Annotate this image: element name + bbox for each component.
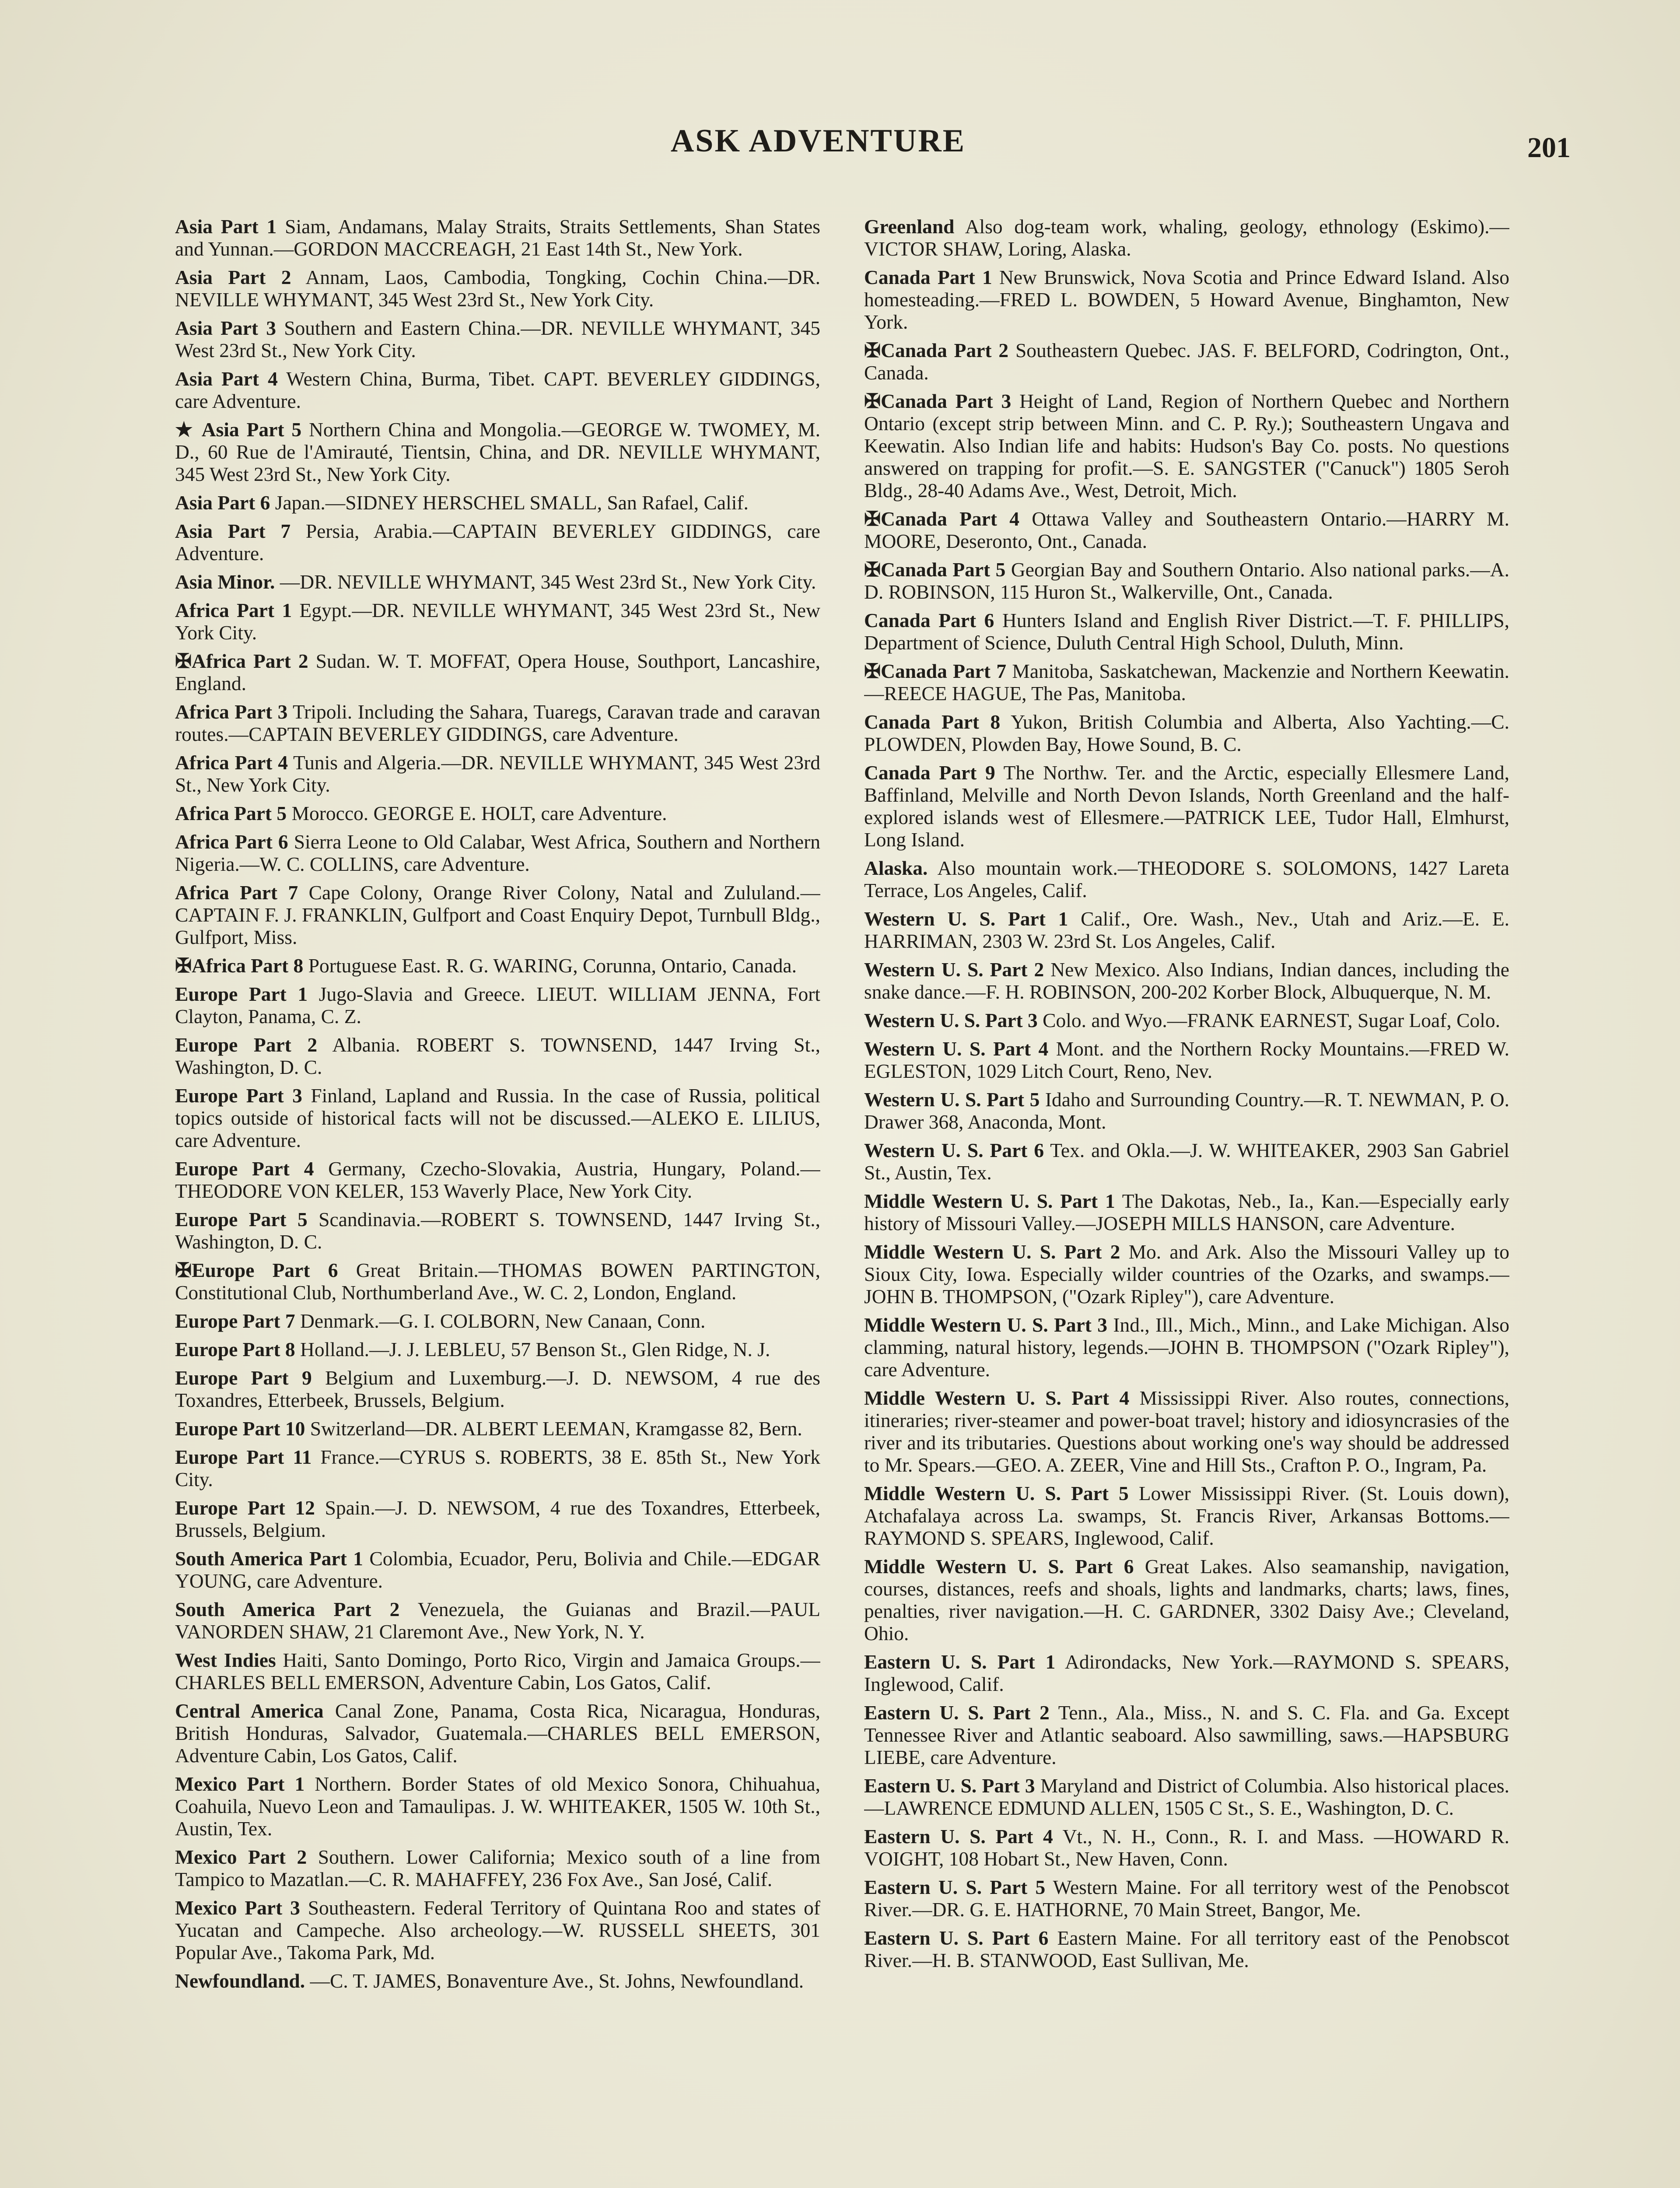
directory-entry: [175, 1446, 820, 1490]
region-label: Europe Part 9: [175, 1367, 312, 1389]
region-label: Africa Part 4: [175, 751, 288, 774]
entry-text: Egypt.—DR. NEVILLE WHYMANT, 345 West 23rd St., New York City.: [175, 599, 820, 644]
directory-entry: [864, 1314, 1509, 1381]
entry-text: Hunters Island and English River District.—T. F. PHILLIPS, Department of Science, Duluth Central High School, Duluth, Minn.: [864, 609, 1509, 654]
region-label: Africa Part 7: [175, 881, 298, 904]
region-label: ✠Canada Part 2: [864, 339, 1009, 361]
directory-entry: [175, 520, 820, 565]
entry-text: Holland.—J. J. LEBLEU, 57 Benson St., Glen Ridge, N. J.: [300, 1338, 770, 1360]
region-label: Africa Part 3: [175, 701, 288, 723]
region-label: Europe Part 12: [175, 1497, 315, 1519]
entry-text: Height of Land, Region of Northern Quebec and Northern Ontario (except strip between Minn. and C. P. Ry.); Southeastern Ungava and Keewatin. Also Indian life and habits: Hudson's Bay Co. posts. No questions answered on trapping for profit.—S. E. SANGSTER ("Canuck") 1805 Seroh Bldg., 28-40 Adams Ave., West, Detroit, Mich.: [864, 390, 1509, 501]
entry-text: Finland, Lapland and Russia. In the case of Russia, political topics outside of historical facts will not be discussed.—ALEKO E. LILIUS, care Adventure.: [175, 1084, 820, 1151]
entry-text: Vt., N. H., Conn., R. I. and Mass. —HOWARD R. VOIGHT, 108 Hobart St., New Haven, Conn.: [864, 1825, 1509, 1870]
directory-entry: [175, 802, 820, 824]
entry-text: Also dog-team work, whaling, geology, ethnology (Eskimo).—VICTOR SHAW, Loring, Alaska.: [864, 215, 1509, 260]
page-number: 201: [1527, 132, 1571, 164]
region-label: Africa Part 5: [175, 802, 287, 824]
region-label: Eastern U. S. Part 5: [864, 1876, 1046, 1898]
directory-entry: [175, 831, 820, 875]
region-label: Mexico Part 2: [175, 1846, 307, 1868]
directory-entry: [864, 558, 1509, 603]
directory-entry: [175, 1034, 820, 1078]
entry-text: Idaho and Surrounding Country.—R. T. NEWMAN, P. O. Drawer 368, Anaconda, Mont.: [864, 1088, 1509, 1133]
directory-entry: [864, 1139, 1509, 1184]
entry-text: Morocco. GEORGE E. HOLT, care Adventure.: [291, 802, 667, 824]
entry-text: Tripoli. Including the Sahara, Tuaregs, Caravan trade and caravan routes.—CAPTAIN BEVERLEY GIDDINGS, care Adventure.: [175, 701, 820, 745]
entry-text: Japan.—SIDNEY HERSCHEL SMALL, San Rafael, Calif.: [275, 491, 749, 514]
directory-entry: [175, 1897, 820, 1964]
directory-entry: [864, 1927, 1509, 1971]
region-label: Middle Western U. S. Part 4: [864, 1387, 1130, 1409]
region-label: Eastern U. S. Part 2: [864, 1701, 1050, 1724]
entry-text: —DR. NEVILLE WHYMANT, 345 West 23rd St., New York City.: [280, 571, 816, 593]
directory-entry: [175, 571, 820, 593]
entry-text: Jugo-Slavia and Greece. LIEUT. WILLIAM JENNA, Fort Clayton, Panama, C. Z.: [175, 983, 820, 1027]
entry-text: New Mexico. Also Indians, Indian dances, including the snake dance.—F. H. ROBINSON, 200-202 Korber Block, Albuquerque, N. M.: [864, 958, 1509, 1003]
region-label: Asia Part 1: [175, 215, 277, 238]
region-label: Eastern U. S. Part 4: [864, 1825, 1053, 1848]
entry-text: Also mountain work.—THEODORE S. SOLOMONS, 1427 Lareta Terrace, Los Angeles, Calif.: [864, 857, 1509, 901]
directory-entry: [175, 1157, 820, 1202]
entry-text: Georgian Bay and Southern Ontario. Also national parks.—A. D. ROBINSON, 115 Huron St., Walkerville, Ont., Canada.: [864, 558, 1509, 603]
entry-text: Mississippi River. Also routes, connections, itineraries; river-steamer and power-boat travel; history and idiosyncrasies of the river and its tributaries. Questions about working one's way should be addressed to Mr. Spears.—GEO. A. ZEER, Vine and Hill Sts., Crafton P. O., Ingram, Pa.: [864, 1387, 1509, 1476]
region-label: Africa Part 6: [175, 831, 288, 853]
entry-text: Venezuela, the Guianas and Brazil.—PAUL VANORDEN SHAW, 21 Claremont Ave., New York, N. Y.: [175, 1598, 820, 1643]
directory-entry: [864, 1701, 1509, 1768]
directory-entry: [864, 390, 1509, 501]
region-label: ✠Africa Part 2: [175, 650, 308, 672]
directory-entry: [175, 599, 820, 644]
region-label: Europe Part 10: [175, 1417, 305, 1440]
region-label: Europe Part 8: [175, 1338, 295, 1360]
directory-entry: [864, 609, 1509, 654]
region-label: Middle Western U. S. Part 2: [864, 1241, 1120, 1263]
directory-entry: [864, 1876, 1509, 1921]
entry-text: Southern. Lower California; Mexico south of a line from Tampico to Mazatlan.—C. R. MAHAFFEY, 236 Fox Ave., San José, Calif.: [175, 1846, 820, 1890]
region-label: ✠Canada Part 3: [864, 390, 1012, 412]
directory-entry: [864, 1482, 1509, 1549]
directory-entry: [864, 1387, 1509, 1476]
entry-text: Eastern Maine. For all territory east of the Penobscot River.—H. B. STANWOOD, East Sullivan, Me.: [864, 1927, 1509, 1971]
region-label: Canada Part 8: [864, 711, 1001, 733]
region-label: Mexico Part 1: [175, 1773, 305, 1795]
entry-text: Maryland and District of Columbia. Also historical places.—LAWRENCE EDMUND ALLEN, 1505 C St., S. E., Washington, D. C.: [864, 1774, 1509, 1819]
directory-entry: [175, 1310, 820, 1332]
region-label: Asia Minor.: [175, 571, 275, 593]
directory-entry: [864, 711, 1509, 755]
entry-text: Western China, Burma, Tibet. CAPT. BEVERLEY GIDDINGS, care Adventure.: [175, 368, 820, 412]
entry-text: Adirondacks, New York.—RAYMOND S. SPEARS, Inglewood, Calif.: [864, 1651, 1509, 1695]
directory-entry: [864, 1009, 1509, 1031]
directory-entry: [175, 266, 820, 311]
entry-text: Northern. Border States of old Mexico Sonora, Chihuahua, Coahuila, Nuevo Leon and Tamaulipas. J. W. WHITEAKER, 1505 W. 10th St., Austin, Tex.: [175, 1773, 820, 1840]
directory-entry: [175, 650, 820, 694]
entry-text: Colombia, Ecuador, Peru, Bolivia and Chile.—EDGAR YOUNG, care Adventure.: [175, 1547, 820, 1592]
region-label: Asia Part 3: [175, 317, 276, 339]
entry-text: Lower Mississippi River. (St. Louis down), Atchafalaya across La. swamps, St. Francis River, Arkansas Bottoms.—RAYMOND S. SPEARS, Inglewood, Calif.: [864, 1482, 1509, 1549]
directory-entry: [175, 418, 820, 485]
entry-text: Tenn., Ala., Miss., N. and S. C. Fla. and Ga. Except Tennessee River and Atlantic seaboard. Also sawmilling, saws.—HAPSBURG LIEBE, care Adventure.: [864, 1701, 1509, 1768]
region-label: Western U. S. Part 6: [864, 1139, 1044, 1161]
directory-entry: [175, 215, 820, 260]
directory-entry: [864, 1651, 1509, 1695]
region-label: Western U. S. Part 5: [864, 1088, 1040, 1111]
region-label: Western U. S. Part 2: [864, 958, 1044, 981]
region-label: Canada Part 1: [864, 266, 992, 288]
region-label: Mexico Part 3: [175, 1897, 300, 1919]
region-label: Middle Western U. S. Part 6: [864, 1555, 1134, 1578]
right-column: [864, 215, 1509, 2188]
region-label: Greenland: [864, 215, 955, 238]
region-label: Alaska.: [864, 857, 928, 879]
region-label: Europe Part 1: [175, 983, 308, 1005]
region-label: Eastern U. S. Part 1: [864, 1651, 1056, 1673]
directory-entry: [864, 908, 1509, 952]
directory-entry: [175, 368, 820, 412]
directory-entry: [864, 1038, 1509, 1082]
entry-text: Scandinavia.—ROBERT S. TOWNSEND, 1447 Irving St., Washington, D. C.: [175, 1208, 820, 1253]
entry-text: France.—CYRUS S. ROBERTS, 38 E. 85th St., New York City.: [175, 1446, 820, 1490]
entry-text: Germany, Czecho-Slovakia, Austria, Hungary, Poland.—THEODORE VON KELER, 153 Waverly Place, New York City.: [175, 1157, 820, 1202]
entry-text: New Brunswick, Nova Scotia and Prince Edward Island. Also homesteading.—FRED L. BOWDEN, 5 Howard Avenue, Binghamton, New York.: [864, 266, 1509, 333]
directory-entry: [175, 751, 820, 796]
region-label: Western U. S. Part 4: [864, 1038, 1049, 1060]
region-label: Central America: [175, 1700, 324, 1722]
directory-entry: [864, 1774, 1509, 1819]
entry-text: Southeastern. Federal Territory of Quintana Roo and states of Yucatan and Campeche. Also archeology.—W. RUSSELL SHEETS, 301 Popular Ave., Takoma Park, Md.: [175, 1897, 820, 1964]
region-label: ★ Asia Part 5: [175, 418, 302, 441]
region-label: Middle Western U. S. Part 1: [864, 1190, 1115, 1212]
directory-entry: [864, 958, 1509, 1003]
entry-text: Mont. and the Northern Rocky Mountains.—FRED W. EGLESTON, 1029 Litch Court, Reno, Nev.: [864, 1038, 1509, 1082]
entry-text: Calif., Ore. Wash., Nev., Utah and Ariz.—E. E. HARRIMAN, 2303 W. 23rd St. Los Angeles, Calif.: [864, 908, 1509, 952]
entry-text: Colo. and Wyo.—FRANK EARNEST, Sugar Loaf, Colo.: [1043, 1009, 1501, 1031]
region-label: Europe Part 4: [175, 1157, 314, 1180]
entry-text: Northern China and Mongolia.—GEORGE W. TWOMEY, M. D., 60 Rue de l'Amirauté, Tientsin, China, and DR. NEVILLE WHYMANT, 345 West 23rd St., New York City.: [175, 418, 820, 485]
directory-entry: [175, 1338, 820, 1360]
left-column: [175, 215, 820, 2188]
directory-entry: [864, 339, 1509, 384]
entry-text: Persia, Arabia.—CAPTAIN BEVERLEY GIDDINGS, care Adventure.: [175, 520, 820, 565]
entry-text: Belgium and Luxemburg.—J. D. NEWSOM, 4 rue des Toxandres, Etterbeek, Brussels, Belgium.: [175, 1367, 820, 1411]
entry-text: Tex. and Okla.—J. W. WHITEAKER, 2903 San Gabriel St., Austin, Tex.: [864, 1139, 1509, 1184]
directory-entry: [175, 1208, 820, 1253]
region-label: Western U. S. Part 1: [864, 908, 1068, 930]
region-label: Africa Part 1: [175, 599, 292, 621]
directory-entry: [175, 1547, 820, 1592]
directory-entry: [864, 215, 1509, 260]
entry-text: Tunis and Algeria.—DR. NEVILLE WHYMANT, 345 West 23rd St., New York City.: [175, 751, 820, 796]
entry-text: Sudan. W. T. MOFFAT, Opera House, Southport, Lancashire, England.: [175, 650, 820, 694]
entry-text: Manitoba, Saskatchewan, Mackenzie and Northern Keewatin.—REECE HAGUE, The Pas, Manitoba.: [864, 660, 1509, 705]
directory-entry: [864, 1190, 1509, 1234]
region-label: Canada Part 9: [864, 761, 995, 784]
directory-entry: [175, 1598, 820, 1643]
entry-text: Spain.—J. D. NEWSOM, 4 rue des Toxandres, Etterbeek, Brussels, Belgium.: [175, 1497, 820, 1541]
directory-entry: [864, 1825, 1509, 1870]
directory-entry: [175, 317, 820, 361]
entry-text: Albania. ROBERT S. TOWNSEND, 1447 Irving St., Washington, D. C.: [175, 1034, 820, 1078]
entry-text: The Dakotas, Neb., Ia., Kan.—Especially early history of Missouri Valley.—JOSEPH MILLS HANSON, care Adventure.: [864, 1190, 1509, 1234]
entry-text: Annam, Laos, Cambodia, Tongking, Cochin China.—DR. NEVILLE WHYMANT, 345 West 23rd St., New York City.: [175, 266, 820, 311]
region-label: West Indies: [175, 1649, 276, 1671]
region-label: ✠Canada Part 5: [864, 558, 1006, 581]
entry-text: Southern and Eastern China.—DR. NEVILLE WHYMANT, 345 West 23rd St., New York City.: [175, 317, 820, 361]
directory-entry: [175, 1773, 820, 1840]
region-label: Eastern U. S. Part 3: [864, 1774, 1035, 1797]
region-label: Newfoundland.: [175, 1970, 305, 1992]
directory-entry: [175, 1970, 820, 1992]
directory-entry: [864, 508, 1509, 552]
entry-text: Portuguese East. R. G. WARING, Corunna, Ontario, Canada.: [308, 954, 797, 977]
region-label: Middle Western U. S. Part 5: [864, 1482, 1129, 1504]
entry-text: Great Lakes. Also seamanship, navigation, courses, distances, reefs and shoals, lights and landmarks, charts; laws, fines, penalties, river navigation.—H. C. GARDNER, 3302 Daisy Ave.; Cleveland, Ohio.: [864, 1555, 1509, 1645]
directory-entry: [175, 1846, 820, 1890]
directory-entry: [864, 1555, 1509, 1645]
entry-text: Cape Colony, Orange River Colony, Natal and Zululand.—CAPTAIN F. J. FRANKLIN, Gulfport and Coast Enquiry Depot, Turnbull Bldg., Gulfport, Miss.: [175, 881, 820, 948]
entry-text: Haiti, Santo Domingo, Porto Rico, Virgin and Jamaica Groups.—CHARLES BELL EMERSON, Adventure Cabin, Los Gatos, Calif.: [175, 1649, 820, 1694]
entry-text: Yukon, British Columbia and Alberta, Also Yachting.—C. PLOWDEN, Plowden Bay, Howe Sound, B. C.: [864, 711, 1509, 755]
region-label: ✠Africa Part 8: [175, 954, 304, 977]
directory-entry: [175, 701, 820, 745]
directory-entry: [175, 1417, 820, 1440]
entry-text: Denmark.—G. I. COLBORN, New Canaan, Conn.: [300, 1310, 706, 1332]
entry-text: Siam, Andamans, Malay Straits, Straits Settlements, Shan States and Yunnan.—GORDON MACCREAGH, 21 East 14th St., New York.: [175, 215, 820, 260]
region-label: Western U. S. Part 3: [864, 1009, 1038, 1031]
entry-text: Switzerland—DR. ALBERT LEEMAN, Kramgasse 82, Bern.: [310, 1417, 802, 1440]
region-label: South America Part 1: [175, 1547, 363, 1570]
directory-entry: [175, 1649, 820, 1694]
directory-entry: [175, 881, 820, 948]
region-label: Europe Part 2: [175, 1034, 318, 1056]
region-label: Asia Part 7: [175, 520, 291, 542]
directory-entry: [864, 1088, 1509, 1133]
entry-text: Canal Zone, Panama, Costa Rica, Nicaragua, Honduras, British Honduras, Salvador, Guatemala.—CHARLES BELL EMERSON, Adventure Cabin, Los Gatos, Calif.: [175, 1700, 820, 1767]
directory-entry: [175, 1497, 820, 1541]
region-label: Eastern U. S. Part 6: [864, 1927, 1049, 1949]
entry-text: The Northw. Ter. and the Arctic, especially Ellesmere Land, Baffinland, Melville and North Devon Islands, North Greenland and the half-explored islands west of Ellesmere.—PATRICK LEE, Tudor Hall, Elmhurst, Long Island.: [864, 761, 1509, 851]
region-label: Europe Part 7: [175, 1310, 295, 1332]
directory-entry: [175, 983, 820, 1027]
entry-text: —C. T. JAMES, Bonaventure Ave., St. Johns, Newfoundland.: [310, 1970, 804, 1992]
region-label: Middle Western U. S. Part 3: [864, 1314, 1108, 1336]
entry-text: Ottawa Valley and Southeastern Ontario.—HARRY M. MOORE, Deseronto, Ont., Canada.: [864, 508, 1509, 552]
directory-entry: [864, 857, 1509, 901]
entry-text: Great Britain.—THOMAS BOWEN PARTINGTON, Constitutional Club, Northumberland Ave., W. C. 2, London, England.: [175, 1259, 820, 1304]
entry-text: Mo. and Ark. Also the Missouri Valley up to Sioux City, Iowa. Especially wilder countries of the Ozarks, and swamps.—JOHN B. THOMPSON, ("Ozark Ripley"), care Adventure.: [864, 1241, 1509, 1308]
entry-text: Ind., Ill., Mich., Minn., and Lake Michigan. Also clamming, natural history, legends.—JOHN B. THOMPSON ("Ozark Ripley"), care Adventure.: [864, 1314, 1509, 1381]
entry-text: Southeastern Quebec. JAS. F. BELFORD, Codrington, Ont., Canada.: [864, 339, 1509, 384]
region-label: ✠Europe Part 6: [175, 1259, 338, 1281]
directory-entry: [175, 1700, 820, 1767]
entry-text: Sierra Leone to Old Calabar, West Africa, Southern and Northern Nigeria.—W. C. COLLINS, care Adventure.: [175, 831, 820, 875]
region-label: Europe Part 3: [175, 1084, 302, 1107]
directory-entry: [864, 1241, 1509, 1308]
region-label: Canada Part 6: [864, 609, 994, 631]
region-label: ✠Canada Part 4: [864, 508, 1020, 530]
entry-text: Western Maine. For all territory west of the Penobscot River.—DR. G. E. HATHORNE, 70 Main Street, Bangor, Me.: [864, 1876, 1509, 1921]
region-label: South America Part 2: [175, 1598, 400, 1620]
directory-entry: [175, 1259, 820, 1304]
region-label: Europe Part 11: [175, 1446, 312, 1468]
directory-entry: [175, 491, 820, 514]
directory-entry: [864, 266, 1509, 333]
directory-entry: [175, 1084, 820, 1151]
region-label: Asia Part 2: [175, 266, 291, 288]
region-label: Asia Part 6: [175, 491, 270, 514]
directory-entry: [864, 761, 1509, 851]
region-label: ✠Canada Part 7: [864, 660, 1007, 682]
directory-entry: [864, 660, 1509, 705]
region-label: Asia Part 4: [175, 368, 278, 390]
directory-entry: [175, 1367, 820, 1411]
page-title: ASK ADVENTURE: [670, 123, 966, 159]
directory-entry: [175, 954, 820, 977]
region-label: Europe Part 5: [175, 1208, 308, 1231]
